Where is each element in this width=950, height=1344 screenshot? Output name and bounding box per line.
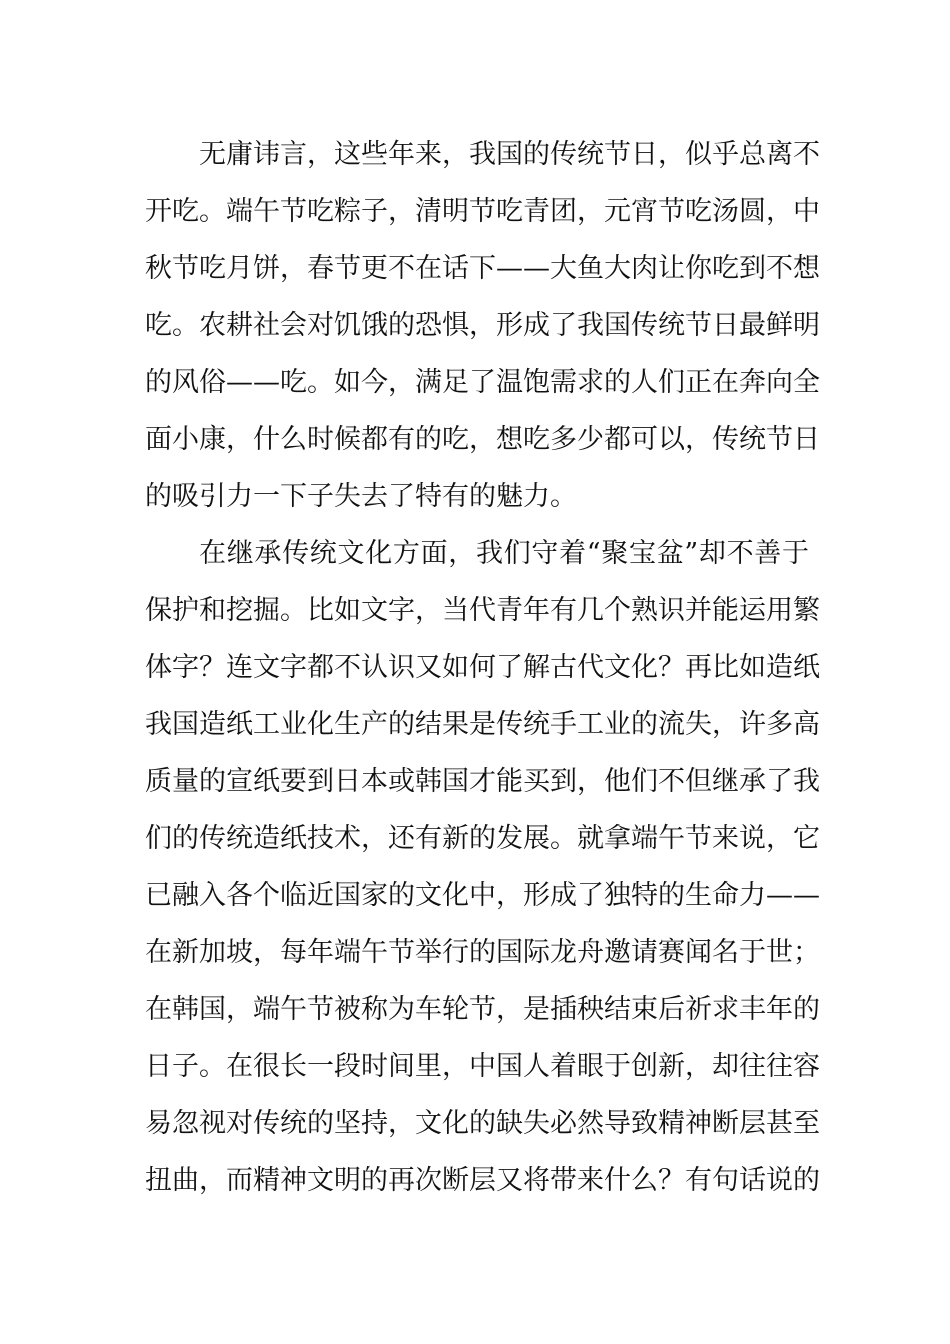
text-line: 秋节吃月饼，春节更不在话下——大鱼大肉让你吃到不想 [145,253,820,284]
text-line: 扭曲，而精神文明的再次断层又将带来什么？有句话说的 [145,1165,820,1196]
text-line: 开吃。端午节吃粽子，清明节吃青团，元宵节吃汤圆，中 [145,196,820,227]
text-line: 吃。农耕社会对饥饿的恐惧，形成了我国传统节日最鲜明 [145,310,820,341]
text-line: 保护和挖掘。比如文字，当代青年有几个熟识并能运用繁 [145,595,820,626]
text-line: 在继承传统文化方面，我们守着“聚宝盆”却不善于 [199,538,809,569]
text-line: 易忽视对传统的坚持，文化的缺失必然导致精神断层甚至 [145,1108,820,1139]
paragraph-1 [145,126,820,525]
text-line: 的风俗——吃。如今，满足了温饱需求的人们正在奔向全 [145,367,820,398]
text-line: 们的传统造纸技术，还有新的发展。就拿端午节来说，它 [145,823,820,854]
text-line: 已融入各个临近国家的文化中，形成了独特的生命力—— [145,880,820,911]
text-line: 我国造纸工业化生产的结果是传统手工业的流失，许多高 [145,709,820,740]
text-line: 日子。在很长一段时间里，中国人着眼于创新，却往往容 [145,1051,820,1082]
text-line: 在韩国，端午节被称为车轮节，是插秧结束后祈求丰年的 [145,994,820,1025]
text-line: 的吸引力一下子失去了特有的魅力。 [145,481,577,512]
paragraph-2 [145,525,820,1209]
text-line: 在新加坡，每年端午节举行的国际龙舟邀请赛闻名于世； [145,937,820,968]
text-line: 无庸讳言，这些年来，我国的传统节日，似乎总离不 [199,139,820,170]
document-body [145,126,820,1209]
text-line: 面小康，什么时候都有的吃，想吃多少都可以，传统节日 [145,424,820,455]
text-line: 质量的宣纸要到日本或韩国才能买到，他们不但继承了我 [145,766,820,797]
text-line: 体字？连文字都不认识又如何了解古代文化？再比如造纸 [145,652,820,683]
